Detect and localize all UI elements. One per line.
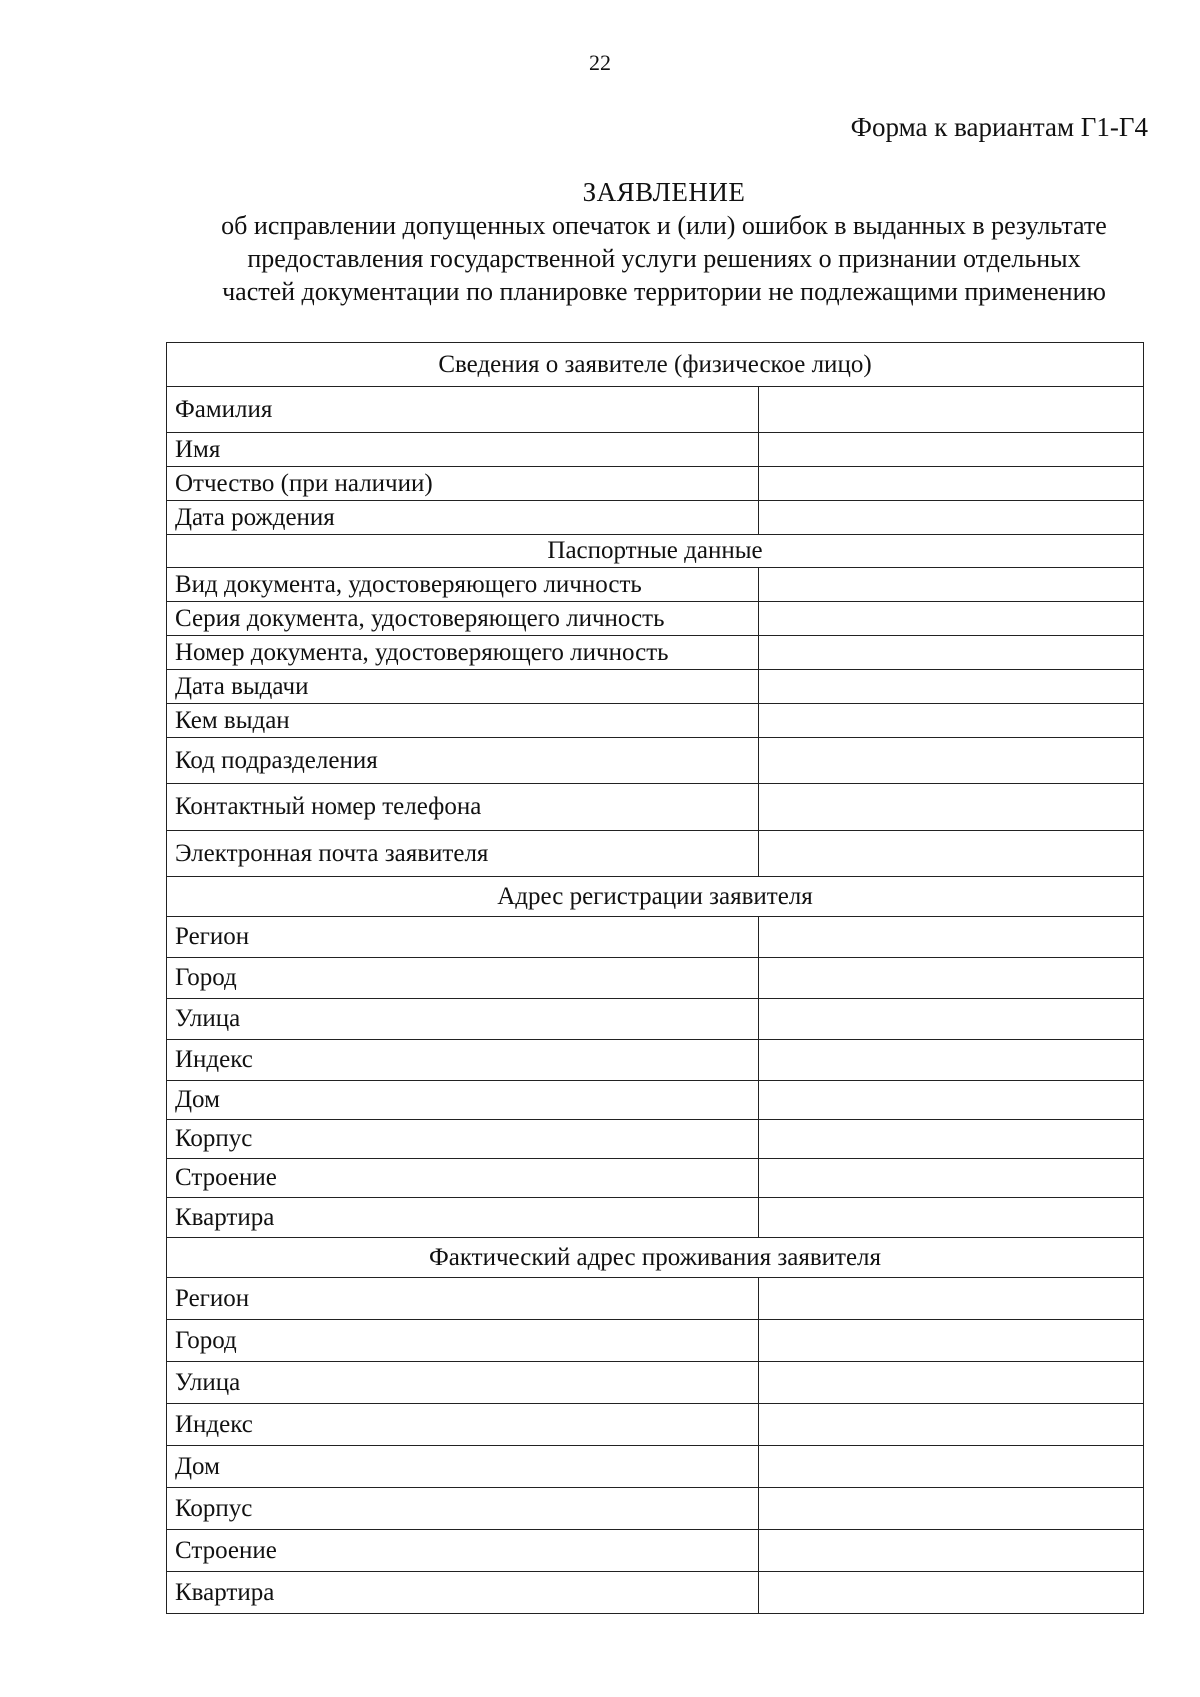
applicant-form-table (166, 342, 1144, 1614)
field-value[interactable] (759, 433, 1144, 467)
field-value[interactable] (759, 636, 1144, 670)
form-row (167, 1530, 1144, 1572)
field-value[interactable] (759, 568, 1144, 602)
field-label: Вид документа, удостоверяющего личность (167, 568, 759, 602)
field-label: Дом (167, 1081, 759, 1120)
field-value[interactable] (759, 1198, 1144, 1238)
form-row (167, 387, 1144, 433)
field-label: Отчество (при наличии) (167, 467, 759, 501)
field-label: Серия документа, удостоверяющего личность (167, 602, 759, 636)
form-row (167, 467, 1144, 501)
form-row (167, 999, 1144, 1040)
section-title: Фактический адрес проживания заявителя (167, 1238, 1144, 1278)
field-value[interactable] (759, 831, 1144, 877)
field-label: Дата рождения (167, 501, 759, 535)
subtitle-line-1: об исправлении допущенных опечаток и (или) ошибок в выданных в результате (221, 211, 1107, 240)
form-row (167, 1362, 1144, 1404)
document-title: ЗАЯВЛЕНИЕ (582, 177, 746, 207)
form-row (167, 704, 1144, 738)
field-label: Кем выдан (167, 704, 759, 738)
field-label: Строение (167, 1159, 759, 1198)
form-row (167, 1120, 1144, 1159)
field-value[interactable] (759, 1488, 1144, 1530)
field-label: Квартира (167, 1198, 759, 1238)
field-value[interactable] (759, 1320, 1144, 1362)
form-row (167, 738, 1144, 784)
field-label: Имя (167, 433, 759, 467)
section-title: Паспортные данные (167, 535, 1144, 568)
field-label: Фамилия (167, 387, 759, 433)
field-value[interactable] (759, 1572, 1144, 1614)
section-header-passport (167, 535, 1144, 568)
field-value[interactable] (759, 602, 1144, 636)
section-title: Сведения о заявителе (физическое лицо) (167, 343, 1144, 387)
page-number: 22 (589, 50, 611, 75)
field-label: Город (167, 1320, 759, 1362)
field-label: Улица (167, 999, 759, 1040)
field-label: Индекс (167, 1404, 759, 1446)
field-value[interactable] (759, 784, 1144, 831)
form-row (167, 1081, 1144, 1120)
form-row (167, 917, 1144, 958)
field-value[interactable] (759, 501, 1144, 535)
form-row (167, 433, 1144, 467)
form-row (167, 1040, 1144, 1081)
form-row (167, 1278, 1144, 1320)
section-header-applicant (167, 343, 1144, 387)
field-value[interactable] (759, 1081, 1144, 1120)
field-value[interactable] (759, 1362, 1144, 1404)
field-label: Индекс (167, 1040, 759, 1081)
form-row (167, 1320, 1144, 1362)
document-title-block (160, 176, 1168, 308)
form-row (167, 958, 1144, 999)
field-value[interactable] (759, 1278, 1144, 1320)
form-row (167, 1198, 1144, 1238)
form-variant-note: Форма к вариантам Г1-Г4 (850, 112, 1148, 142)
field-value[interactable] (759, 1446, 1144, 1488)
field-label: Электронная почта заявителя (167, 831, 759, 877)
form-row (167, 831, 1144, 877)
field-label: Квартира (167, 1572, 759, 1614)
field-value[interactable] (759, 1159, 1144, 1198)
section-header-registration-address (167, 877, 1144, 917)
form-row (167, 1446, 1144, 1488)
field-label: Дом (167, 1446, 759, 1488)
field-label: Регион (167, 917, 759, 958)
field-value[interactable] (759, 738, 1144, 784)
field-label: Строение (167, 1530, 759, 1572)
field-label: Номер документа, удостоверяющего личность (167, 636, 759, 670)
field-label: Корпус (167, 1488, 759, 1530)
field-label: Дата выдачи (167, 670, 759, 704)
field-value[interactable] (759, 958, 1144, 999)
field-label: Регион (167, 1278, 759, 1320)
field-value[interactable] (759, 999, 1144, 1040)
form-row (167, 602, 1144, 636)
form-row (167, 1572, 1144, 1614)
form-row (167, 1404, 1144, 1446)
field-label: Улица (167, 1362, 759, 1404)
field-value[interactable] (759, 1120, 1144, 1159)
field-value[interactable] (759, 467, 1144, 501)
field-label: Город (167, 958, 759, 999)
field-value[interactable] (759, 704, 1144, 738)
form-row (167, 670, 1144, 704)
field-value[interactable] (759, 917, 1144, 958)
field-value[interactable] (759, 1040, 1144, 1081)
section-header-actual-address (167, 1238, 1144, 1278)
form-row (167, 784, 1144, 831)
field-label: Код подразделения (167, 738, 759, 784)
form-row (167, 636, 1144, 670)
form-row (167, 1488, 1144, 1530)
field-value[interactable] (759, 387, 1144, 433)
subtitle-line-3: частей документации по планировке территории не подлежащими применению (222, 277, 1106, 306)
field-value[interactable] (759, 1530, 1144, 1572)
field-value[interactable] (759, 1404, 1144, 1446)
form-row (167, 1159, 1144, 1198)
field-label: Контактный номер телефона (167, 784, 759, 831)
field-label: Корпус (167, 1120, 759, 1159)
form-row (167, 568, 1144, 602)
form-row (167, 501, 1144, 535)
section-title: Адрес регистрации заявителя (167, 877, 1144, 917)
subtitle-line-2: предоставления государственной услуги решениях о признании отдельных (247, 244, 1081, 273)
field-value[interactable] (759, 670, 1144, 704)
